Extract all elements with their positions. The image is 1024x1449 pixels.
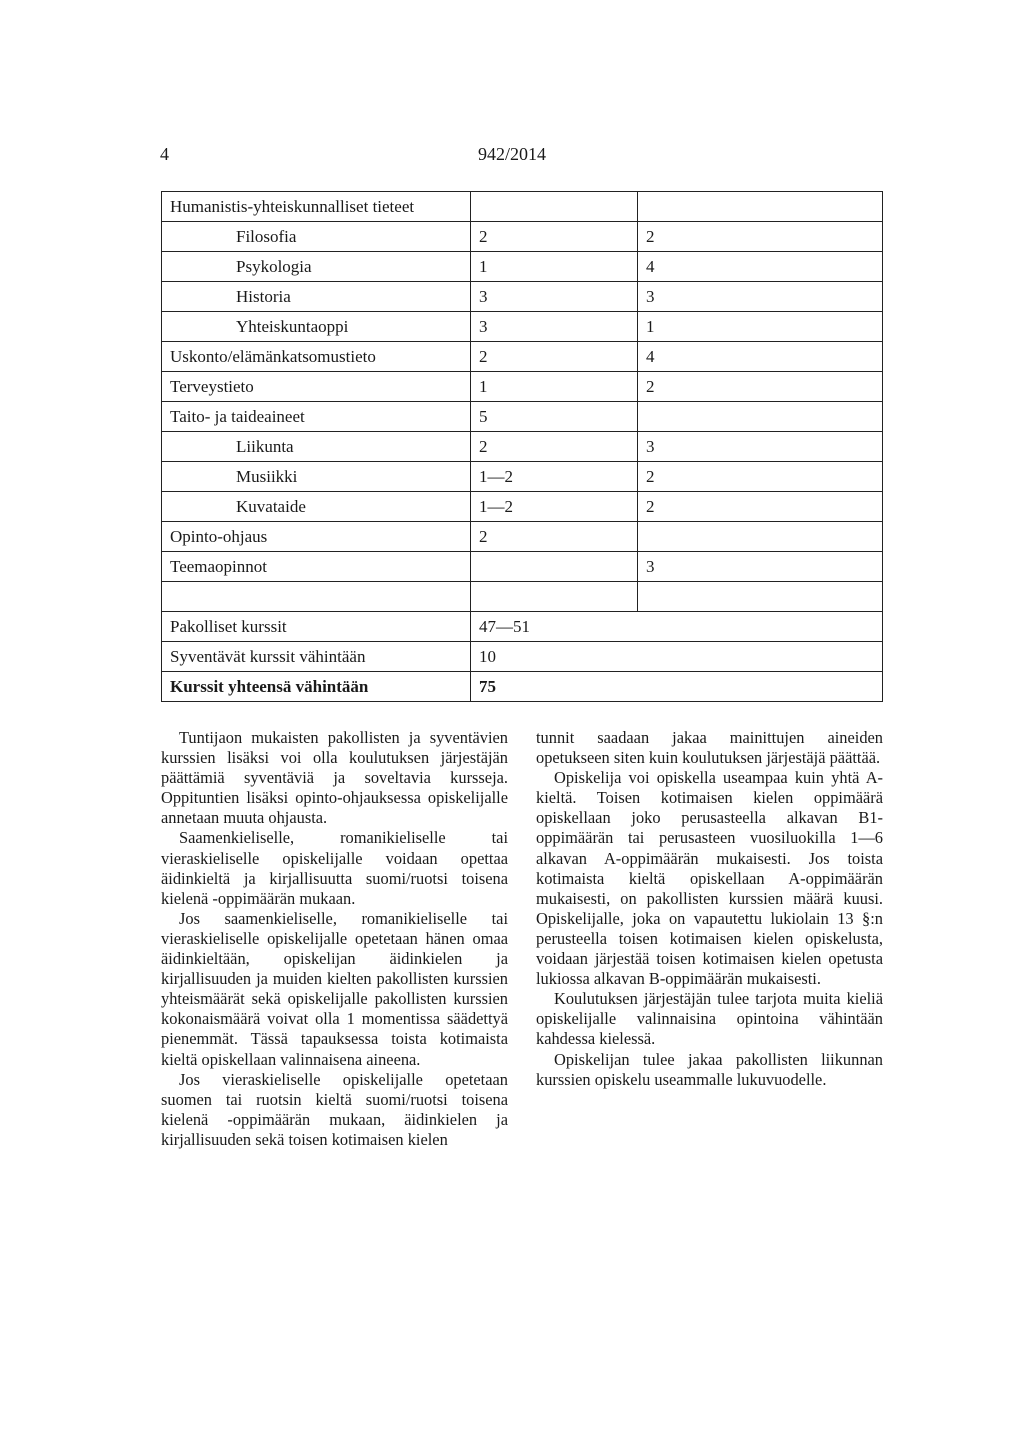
- paragraph: Tuntijaon mukaisten pakollisten ja syventävien kurssien lisäksi voi olla koulutuksen järjestäjän päättämiä syventäviä ja soveltavia kursseja. Oppituntien lisäksi opinto-ohjauksessa opiskelijalle annetaan muuta ohjausta.: [161, 728, 508, 828]
- compulsory-cell: 2: [471, 342, 638, 372]
- summary-value: 10: [471, 642, 883, 672]
- specialization-cell: [638, 522, 883, 552]
- compulsory-cell: [471, 552, 638, 582]
- summary-row: [162, 642, 883, 672]
- specialization-cell: 1: [638, 312, 883, 342]
- table-row: [162, 582, 883, 612]
- body-text: [161, 728, 883, 1150]
- specialization-cell: [638, 582, 883, 612]
- table-row: [162, 462, 883, 492]
- subject-cell: Teemaopinnot: [162, 552, 471, 582]
- subject-cell: Historia: [162, 282, 471, 312]
- paragraph: Saamenkieliselle, romanikieliselle tai vieraskieliselle opiskelijalle voidaan opettaa äidinkieltä ja kirjallisuutta suomi/ruotsi toisena kielenä -oppimäärän mukaan.: [161, 828, 508, 908]
- summary-row: [162, 612, 883, 642]
- specialization-cell: 3: [638, 282, 883, 312]
- paragraph: Opiskelija voi opiskella useampaa kuin yhtä A-kieltä. Toisen kotimaisen kielen oppimäärä opiskellaan joko perusasteella alkavan B1-oppimäärän tai perusasteen vuosiluokilla 1—6 alkavan A-oppimäärän mukaisesti. Jos toista kotimaista kieltä opiskellaan A-oppimäärän mukaisesti, on pakollisten kurssien määrä kuusi. Opiskelijalle, joka on vapautettu lukiolain 13 §:n perusteella toisen kotimaisen kielen opiskelusta, voidaan järjestää toisen kotimaisen kielen opetusta lukiossa alkavan B-oppimäärän mukaisesti.: [536, 768, 883, 989]
- table-row: [162, 432, 883, 462]
- specialization-cell: 4: [638, 342, 883, 372]
- compulsory-cell: 1: [471, 372, 638, 402]
- subject-cell: Terveystieto: [162, 372, 471, 402]
- page-number: 4: [160, 144, 169, 164]
- document-id: 942/2014: [477, 144, 546, 164]
- table-row: [162, 492, 883, 522]
- specialization-cell: [638, 192, 883, 222]
- total-label: Kurssit yhteensä vähintään: [162, 672, 471, 702]
- left-column: [161, 728, 508, 1150]
- compulsory-cell: 3: [471, 282, 638, 312]
- summary-label: Pakolliset kurssit: [162, 612, 471, 642]
- specialization-cell: 4: [638, 252, 883, 282]
- compulsory-cell: 2: [471, 222, 638, 252]
- table-row: [162, 372, 883, 402]
- specialization-cell: 3: [638, 552, 883, 582]
- table-row: [162, 402, 883, 432]
- subject-cell: Opinto-ohjaus: [162, 522, 471, 552]
- summary-value: 47—51: [471, 612, 883, 642]
- paragraph: Jos saamenkieliselle, romanikieliselle tai vieraskieliselle opiskelijalle opetetaan hänen omaa äidinkieltään, opiskelijan äidinkielen ja kirjallisuuden ja muiden kielten pakollisten kurssien yhteismäärät sekä opiskelijalle pakollisten kurssien kokonaismäärä voivat olla 1 momentissa säädettyä pienemmät. Tässä tapauksessa toista kotimaista kieltä opiskellaan valinnaisena aineena.: [161, 908, 508, 1069]
- table-row: [162, 222, 883, 252]
- paragraph: Koulutuksen järjestäjän tulee tarjota muita kieliä opiskelijalle valinnaisina opintoina vähintään kahdessa kielessä.: [536, 989, 883, 1049]
- subject-cell: Musiikki: [162, 462, 471, 492]
- compulsory-cell: 2: [471, 522, 638, 552]
- paragraph: Jos vieraskieliselle opiskelijalle opetetaan suomen tai ruotsin kieltä suomi/ruotsi toisena kielenä -oppimäärän mukaan, äidinkielen ja kirjallisuuden sekä toisen kotimaisen kielen: [161, 1069, 508, 1149]
- compulsory-cell: 1—2: [471, 492, 638, 522]
- subject-cell: Kuvataide: [162, 492, 471, 522]
- subject-cell: [162, 582, 471, 612]
- table-row: [162, 252, 883, 282]
- compulsory-cell: 5: [471, 402, 638, 432]
- table-row: [162, 282, 883, 312]
- subject-cell: Yhteiskuntaoppi: [162, 312, 471, 342]
- specialization-cell: 2: [638, 372, 883, 402]
- subject-cell: Taito- ja taideaineet: [162, 402, 471, 432]
- compulsory-cell: 2: [471, 432, 638, 462]
- compulsory-cell: 3: [471, 312, 638, 342]
- summary-label: Syventävät kurssit vähintään: [162, 642, 471, 672]
- compulsory-cell: [471, 192, 638, 222]
- specialization-cell: 2: [638, 462, 883, 492]
- table-row: [162, 312, 883, 342]
- subject-cell: Liikunta: [162, 432, 471, 462]
- specialization-cell: [638, 402, 883, 432]
- paragraph-continuation: tunnit saadaan jakaa mainittujen aineiden opetukseen siten kuin koulutuksen järjestäjä päättää.: [536, 728, 883, 768]
- specialization-cell: 2: [638, 492, 883, 522]
- subject-cell: Filosofia: [162, 222, 471, 252]
- table-row: [162, 522, 883, 552]
- subject-cell: Psykologia: [162, 252, 471, 282]
- compulsory-cell: 1—2: [471, 462, 638, 492]
- compulsory-cell: 1: [471, 252, 638, 282]
- table-row: [162, 342, 883, 372]
- paragraph: Opiskelijan tulee jakaa pakollisten liikunnan kurssien opiskelu useammalle lukuvuodelle.: [536, 1049, 883, 1089]
- table-row: [162, 552, 883, 582]
- specialization-cell: 2: [638, 222, 883, 252]
- subject-cell: Uskonto/elämänkatsomustieto: [162, 342, 471, 372]
- specialization-cell: 3: [638, 432, 883, 462]
- compulsory-cell: [471, 582, 638, 612]
- table-row: [162, 192, 883, 222]
- subject-cell: Humanistis-yhteiskunnalliset tieteet: [162, 192, 471, 222]
- right-column: [536, 728, 883, 1150]
- curriculum-table: [161, 191, 883, 702]
- total-value: 75: [471, 672, 883, 702]
- total-row: [162, 672, 883, 702]
